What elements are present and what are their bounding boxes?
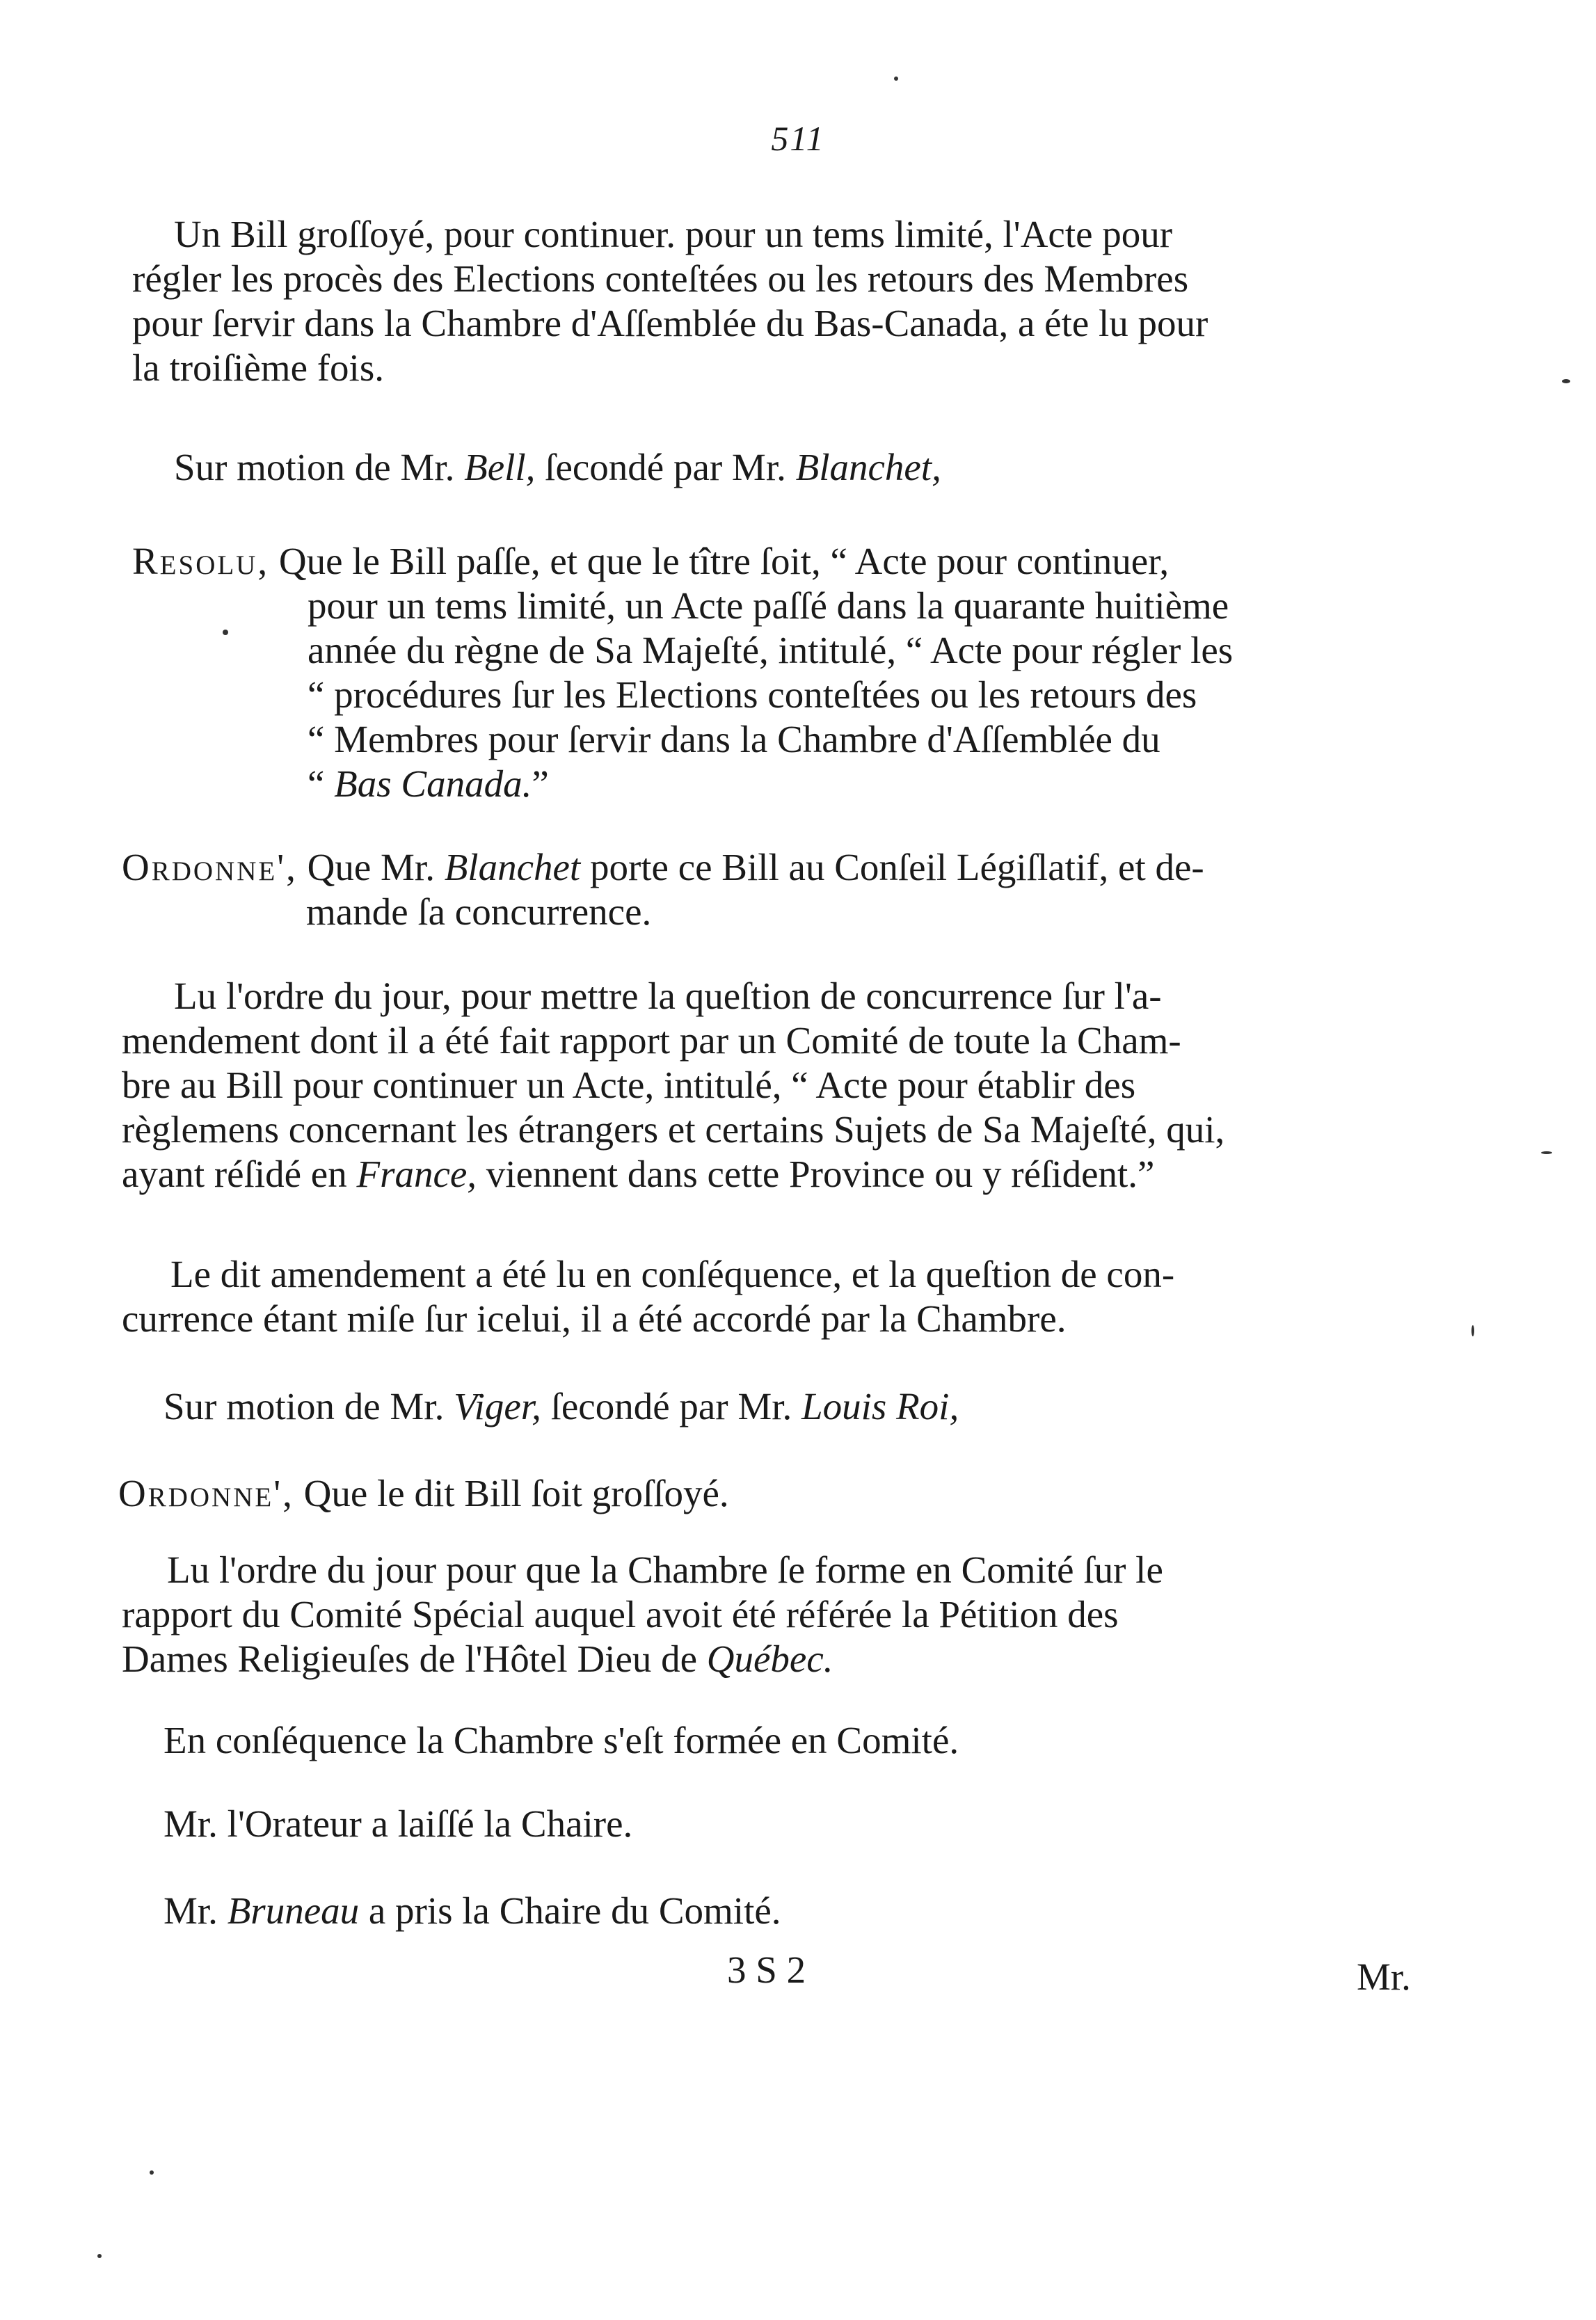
text-line: “ procédures ſur les Elections conteſtées ou les retours des [308,673,1197,716]
text-line: Le dit amendement a été lu en conſéquence, et la queſtion de con- [170,1253,1175,1295]
paragraph-ordonne-blanchet [122,845,1204,934]
name-viger: Viger, [454,1385,541,1427]
name-louis-roi: Louis Roi, [801,1385,959,1427]
text-line: pour ſervir dans la Chambre d'Aſſemblée du Bas-Canada, a éte lu pour [132,302,1208,344]
text-line: Mr. l'Orateur a laiſſé la Chaire. [163,1802,633,1845]
paragraph-comite-petition [122,1548,1163,1681]
paragraph-orateur [163,1802,632,1846]
signature-mark: 3 S 2 [727,1949,806,1991]
paragraph-ordre-du-jour-amendement [122,974,1224,1197]
paragraph-motion-viger [163,1384,959,1429]
text-line: Lu l'ordre du jour, pour mettre la queſtion de concurrence ſur l'a- [174,975,1162,1017]
text-line: currence étant miſe ſur icelui, il a été accordé par la Chambre. [122,1297,1067,1340]
text-line: Sur motion de Mr. Bell, ſecondé par Mr. Blanchet, [174,446,941,488]
paragraph-motion-bell [174,445,941,490]
text-line: ayant réſidé en France, viennent dans cette Province ou y réſident.” [122,1153,1155,1195]
catchword: Mr. [1357,1955,1411,1998]
paragraph-resolu [132,539,1233,806]
text-line: Un Bill groſſoyé, pour continuer. pour un tems limité, l'Acte pour [174,213,1173,255]
paragraph-bruneau [163,1889,781,1933]
text-line: la troiſième fois. [132,346,384,389]
text-line: Mr. Bruneau a pris la Chaire du Comité. [163,1889,781,1932]
text-line: Ordonne', Que Mr. Blanchet porte ce Bill au Conſeil Légiſlatif, et de- [122,846,1204,888]
text-line: “ Membres pour ſervir dans la Chambre d'Aſſemblée du [308,718,1160,760]
scan-speck [97,2254,102,2258]
page-number: 511 [771,119,825,158]
text-line: En conſéquence la Chambre s'eſt formée en Comité. [163,1719,959,1761]
scan-speck [223,630,228,635]
name-blanchet: Blanchet, [795,446,941,488]
paragraph-ordonne-grossoye [118,1471,729,1516]
paragraph-amendement-lu [122,1252,1174,1341]
text-line: année du règne de Sa Majeſté, intitulé, “ Acte pour régler les [308,629,1234,671]
text-line: mendement dont il a été fait rapport par un Comité de toute la Cham- [122,1019,1181,1062]
scan-speck [894,77,898,81]
name-blanchet: Blanchet [444,846,581,888]
text-line: Sur motion de Mr. Viger, ſecondé par Mr. Louis Roi, [163,1385,959,1427]
scan-speck [1541,1151,1552,1154]
text-line: rapport du Comité Spécial auquel avoit été référée la Pétition des [122,1593,1119,1635]
text-line: bre au Bill pour continuer un Acte, intitulé, “ Acte pour établir des [122,1064,1136,1106]
place-france: France, [356,1153,477,1195]
text-line: pour un tems limité, un Acte paſſé dans la quarante huitième [308,584,1229,627]
scan-speck [1562,379,1570,383]
text-line: mande ſa concurrence. [306,890,652,933]
name-bell: Bell, [464,446,536,488]
paragraph-bill-third-reading [132,212,1208,390]
resolu-keyword: Resolu, [132,540,270,582]
text-line: Dames Religieuſes de l'Hôtel Dieu de Québec. [122,1638,833,1680]
scan-speck [1471,1325,1474,1336]
place-quebec: Québec. [706,1638,833,1680]
name-bruneau: Bruneau [227,1889,360,1932]
text-line: Ordonne', Que le dit Bill ſoit groſſoyé. [118,1472,729,1514]
scan-speck [150,2170,154,2175]
text-line: “ Bas Canada.” [308,762,549,805]
place-bas-canada: Bas Canada. [334,762,532,805]
ordonne-keyword: Ordonne', [118,1472,294,1514]
ordonne-keyword: Ordonne', [122,846,298,888]
paragraph-chambre-formee [163,1718,959,1763]
text-line: Lu l'ordre du jour pour que la Chambre ſe forme en Comité ſur le [167,1549,1163,1591]
text-line: régler les procès des Elections conteſtées ou les retours des Membres [132,257,1189,300]
text-line: règlemens concernant les étrangers et certains Sujets de Sa Majeſté, qui, [122,1108,1225,1151]
text-line: Resolu, Que le Bill paſſe, et que le tître ſoit, “ Acte pour continuer, [132,540,1170,582]
